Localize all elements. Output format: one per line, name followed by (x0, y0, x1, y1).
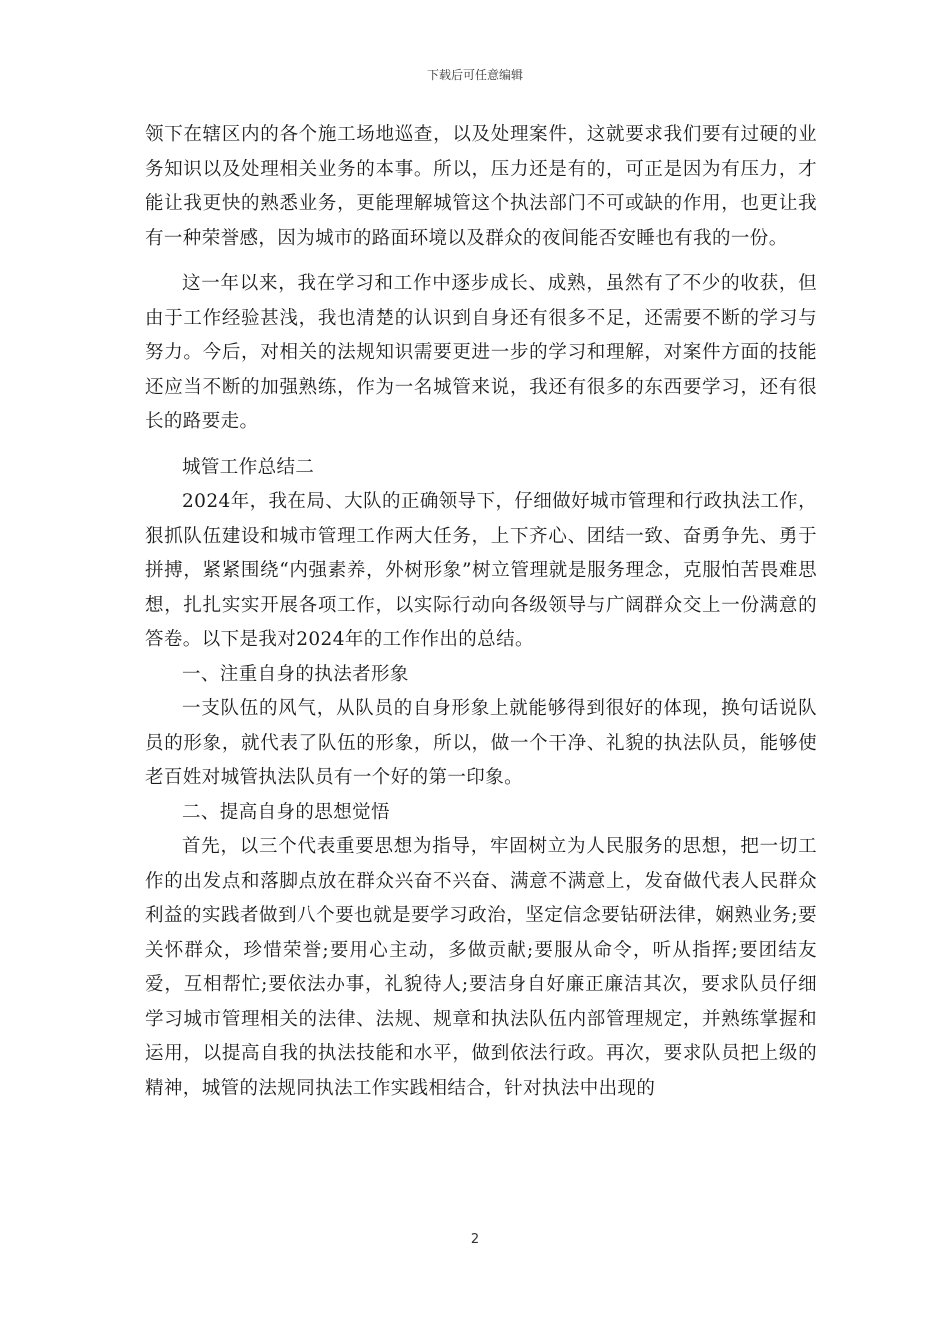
paragraph: 2024年，我在局、大队的正确领导下，仔细做好城市管理和行政执法工作，狠抓队伍建设和城市管理工作两大任务，上下齐心、团结一致、奋勇争先、勇于拼搏，紧紧围绕“内强素养，外树形象”树立管理就是服务理念，克服怕苦畏难思想，扎扎实实开展各项工作，以实际行动向各级领导与广阔群众交上一份满意的答卷。以下是我对2024年的工作作出的总结。 (145, 491, 817, 650)
page-header: 下载后可任意编辑 (426, 68, 523, 82)
paragraph-continuation: 领下在辖区内的各个施工场地巡查，以及处理案件，这就要求我们要有过硬的业务知识以及处理相关业务的本事。所以，压力还是有的，可正是因为有压力，才能让我更快的熟悉业务，更能理解城管这个执法部门不可或缺的作用，也更让我有一种荣誉感，因为城市的路面环境以及群众的夜间能否安睡也有我的一份。 (145, 124, 817, 249)
section-title: 城管工作总结二 (182, 456, 315, 478)
paragraph: 这一年以来，我在学习和工作中逐步成长、成熟，虽然有了不少的收获，但由于工作经验甚浅，我也清楚的认识到自身还有很多不足，还需要不断的学习与努力。今后，对相关的法规知识需要更进一步的学习和理解，对案件方面的技能还应当不断的加强熟练，作为一名城管来说，我还有很多的东西要学习，还有很长的路要走。 (145, 273, 817, 432)
section-heading: 一、注重自身的执法者形象 (182, 663, 409, 685)
paragraph: 一支队伍的风气，从队员的自身形象上就能够得到很好的体现，换句话说队员的形象，就代表了队伍的形象，所以，做一个干净、礼貌的执法队员，能够使老百姓对城管执法队员有一个好的第一印象。 (145, 698, 817, 788)
section-heading: 二、提高自身的思想觉悟 (182, 801, 390, 823)
paragraph: 首先，以三个代表重要思想为指导，牢固树立为人民服务的思想，把一切工作的出发点和落脚点放在群众兴奋不兴奋、满意不满意上，发奋做代表人民群众利益的实践者做到八个要也就是要学习政治，坚定信念要钻研法律，娴熟业务;要关怀群众，珍惜荣誉;要用心主动，多做贡献;要服从命令，听从指挥;要团结友爱，互相帮忙;要依法办事，礼貌待人;要洁身自好廉正廉洁其次，要求队员仔细学习城市管理相关的法律、法规、规章和执法队伍内部管理规定，并熟练掌握和运用，以提高自我的执法技能和水平，做到依法行政。再次，要求队员把上级的精神，城管的法规同执法工作实践相结合，针对执法中出现的 (145, 836, 817, 1099)
document-body (145, 118, 817, 1106)
page-number: 2 (470, 1232, 480, 1247)
